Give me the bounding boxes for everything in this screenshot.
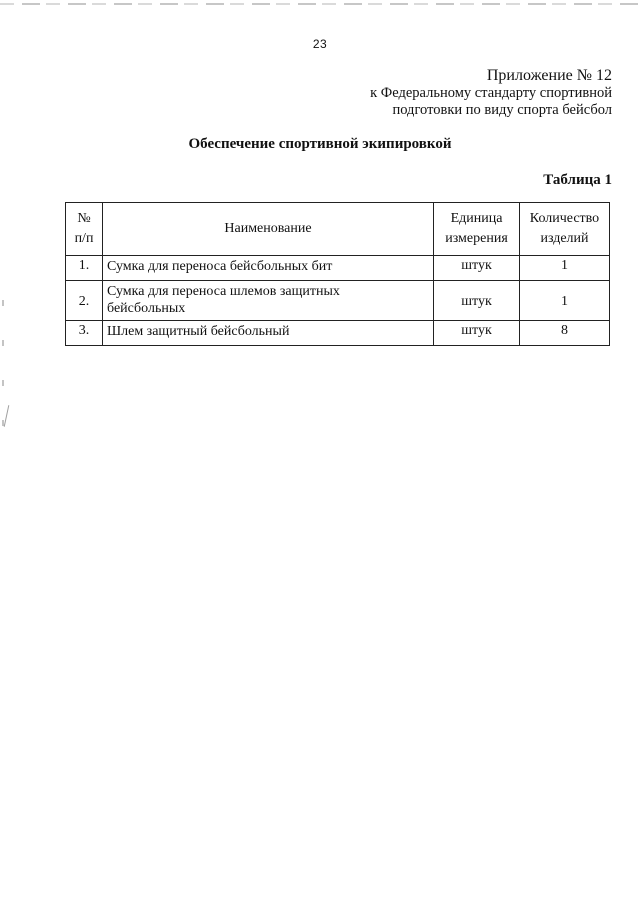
header-quantity bbox=[520, 203, 610, 256]
table-row bbox=[66, 281, 610, 321]
header-unit-line2: измерения bbox=[445, 231, 508, 246]
header-number bbox=[66, 203, 103, 256]
scan-artifact-left bbox=[2, 300, 4, 460]
row-name: Сумка для переноса бейсбольных бит bbox=[103, 256, 434, 281]
table-label: Таблица 1 bbox=[543, 172, 612, 188]
document-title: Обеспечение спортивной экипировкой bbox=[188, 136, 452, 152]
table-row bbox=[66, 321, 610, 346]
scan-artifact-mark bbox=[4, 405, 10, 427]
row-name-line2: бейсбольных bbox=[107, 301, 186, 316]
row-quantity: 8 bbox=[520, 321, 610, 346]
row-number: 2. bbox=[66, 281, 103, 321]
header-quantity-line2: изделий bbox=[540, 231, 589, 246]
row-name: Шлем защитный бейсбольный bbox=[103, 321, 434, 346]
row-number: 1. bbox=[66, 256, 103, 281]
appendix-number: Приложение № 12 bbox=[486, 67, 612, 84]
row-quantity: 1 bbox=[520, 256, 610, 281]
row-name bbox=[103, 281, 434, 321]
table-header-row bbox=[66, 203, 610, 256]
appendix-sport: подготовки по виду спорта бейсбол bbox=[392, 102, 612, 118]
header-unit bbox=[434, 203, 520, 256]
table-row bbox=[66, 256, 610, 281]
appendix-header bbox=[370, 66, 612, 119]
row-name-line1: Сумка для переноса шлемов защитных bbox=[107, 284, 340, 299]
header-unit-line1: Единица bbox=[450, 211, 503, 226]
row-number: 3. bbox=[66, 321, 103, 346]
page-number: 23 bbox=[312, 37, 328, 51]
row-unit: штук bbox=[434, 281, 520, 321]
header-number-abbr: п/п bbox=[74, 231, 94, 246]
scan-artifact-top bbox=[0, 3, 640, 5]
header-number-symbol: № bbox=[77, 211, 91, 226]
equipment-table bbox=[65, 202, 610, 346]
header-quantity-line1: Количество bbox=[529, 211, 600, 226]
row-unit: штук bbox=[434, 321, 520, 346]
row-quantity: 1 bbox=[520, 281, 610, 321]
row-unit: штук bbox=[434, 256, 520, 281]
header-name: Наименование bbox=[103, 203, 434, 256]
appendix-reference: к Федеральному стандарту спортивной bbox=[370, 85, 612, 101]
